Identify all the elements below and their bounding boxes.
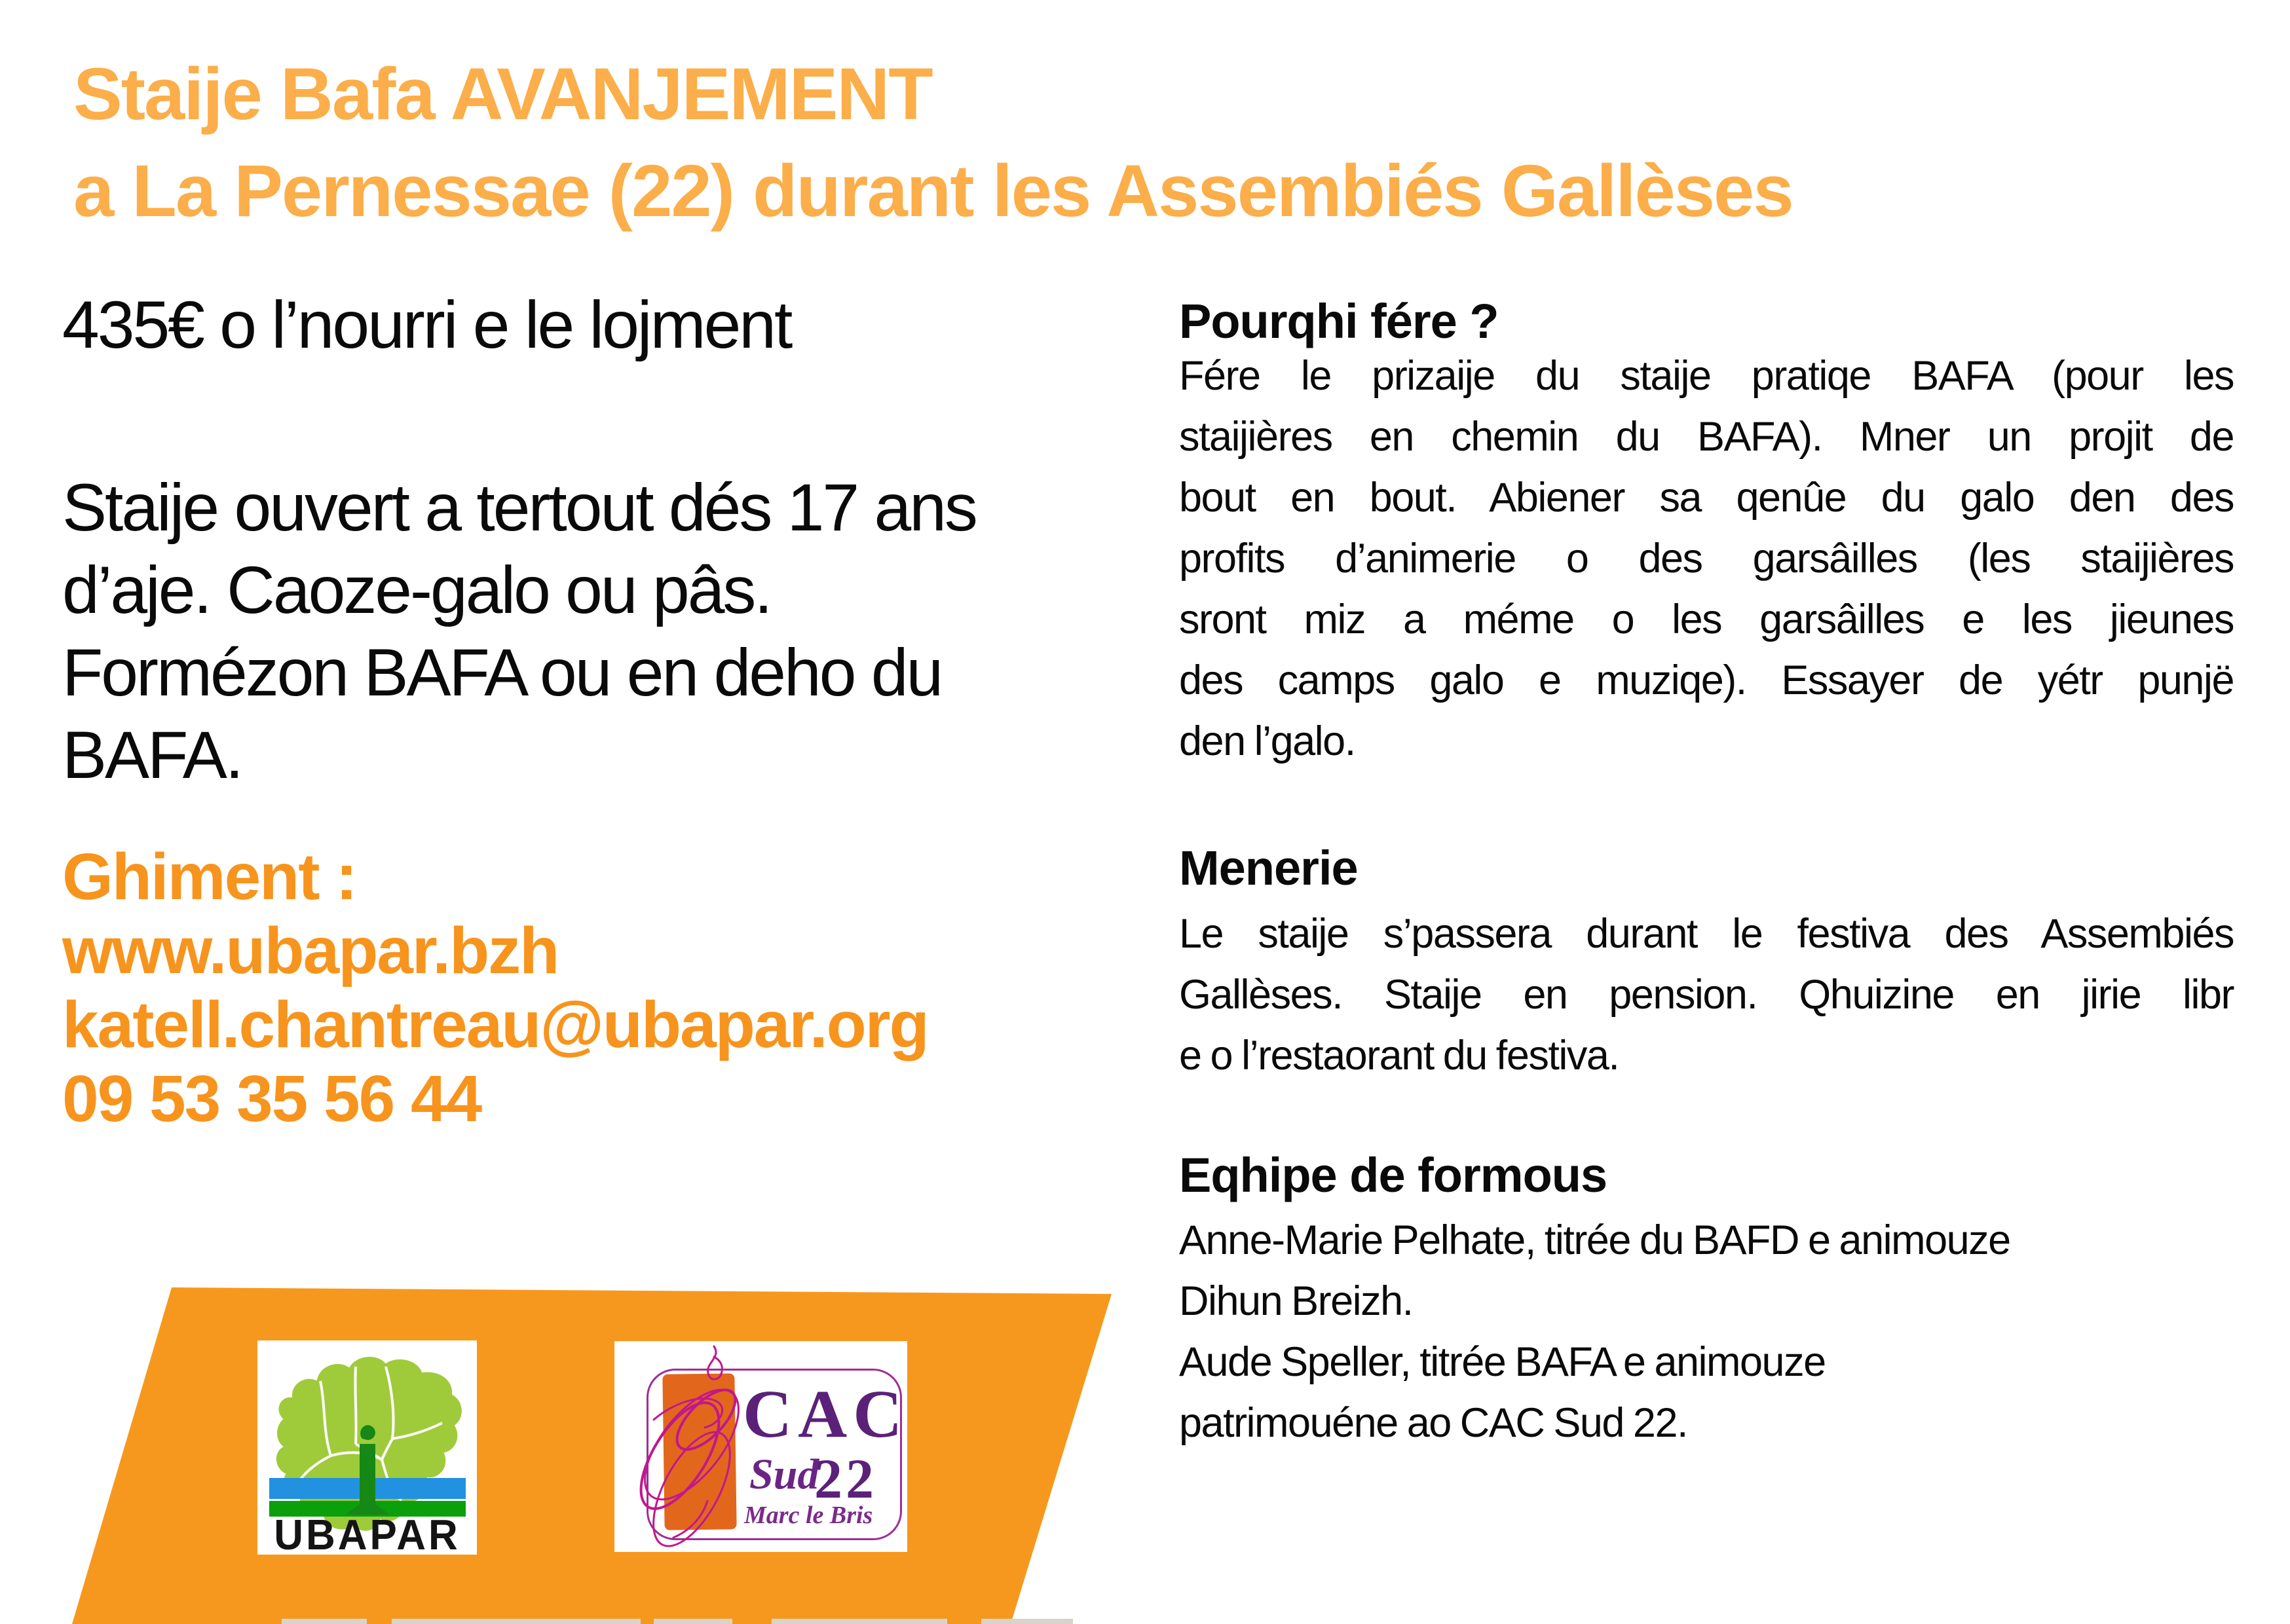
contact-email: katell.chantreau@ubapar.org xyxy=(62,988,928,1061)
intro-line: Staije ouvert a tertout dés 17 ans xyxy=(62,470,976,545)
body-line: Dihun Breizh. xyxy=(1179,1278,1413,1324)
section-heading-menerie: Menerie xyxy=(1179,841,1358,895)
section-body-eqhipe xyxy=(1179,1210,2234,1454)
contact-website: www.ubapar.bzh xyxy=(62,914,559,987)
section-heading-eqhipe: Eqhipe de formous xyxy=(1179,1148,1607,1202)
section-heading-pourqhi: Pourqhi fére ? xyxy=(1179,294,1499,348)
ubapar-logo xyxy=(257,1340,477,1559)
body-line: Le staije s’passera durant le festiva des Assembiés xyxy=(1179,911,2234,957)
section-body-pourqhi xyxy=(1179,346,2234,772)
body-line: sront miz a méme o les garsâilles e les jieunes xyxy=(1179,597,2234,642)
bottom-edge-strip xyxy=(772,1619,947,1624)
cac-signature: Marc le Bris xyxy=(744,1502,873,1529)
body-line: des camps galo e muziqe). Essayer de yétr punjë xyxy=(1179,657,2234,703)
price-line: 435€ o l’nourri e le lojment xyxy=(62,287,791,362)
cac-acronym: CAC xyxy=(743,1376,909,1452)
bottom-edge-strip xyxy=(654,1619,732,1624)
body-line: Gallèses. Staije en pension. Qhuizine en jirie libr xyxy=(1179,972,2234,1018)
intro-line: d’aje. Caoze-galo ou pâs. xyxy=(62,553,771,627)
body-line: staijières en chemin du BAFA). Mner un projit de xyxy=(1179,414,2234,460)
body-line: e o l’restaorant du festiva. xyxy=(1179,1033,1619,1079)
contact-heading: Ghiment : xyxy=(62,840,356,913)
body-line: Aude Speller, titrée BAFA e animouze xyxy=(1179,1339,1826,1385)
intro-text xyxy=(62,466,976,796)
ubapar-wordmark: UBAPAR xyxy=(274,1511,460,1559)
flame-scribble-icon xyxy=(708,1346,723,1379)
cac-number: 22 xyxy=(814,1447,877,1510)
bottom-edge-strip xyxy=(282,1619,367,1624)
bottom-edge-strip xyxy=(392,1619,641,1624)
body-line: den l’galo. xyxy=(1179,718,1355,764)
body-line: Fére le prizaije du staije pratiqe BAFA (pour les xyxy=(1179,353,2234,399)
contact-phone: 09 53 35 56 44 xyxy=(62,1062,481,1135)
body-line: bout en bout. Abiener sa qenûe du galo den des xyxy=(1179,475,2234,521)
section-body-menerie xyxy=(1179,904,2234,1086)
body-line: patrimouéne ao CAC Sud 22. xyxy=(1179,1400,1687,1446)
bottom-edge-strip xyxy=(981,1619,1073,1624)
page-title-line2: a La Pernessae (22) durant les Assembiés Gallèses xyxy=(73,150,1793,232)
page-title xyxy=(73,46,1793,240)
cac-sud22-logo xyxy=(614,1341,907,1552)
page-title-line1: Staije Bafa AVANJEMENT xyxy=(73,53,932,135)
intro-line: BAFA. xyxy=(62,718,242,792)
body-line: Anne-Marie Pelhate, titrée du BAFD e animouze xyxy=(1179,1217,2010,1263)
intro-line: Formézon BAFA ou en deho du xyxy=(62,635,942,710)
body-line: profits d’animerie o des garsâilles (les staijières xyxy=(1179,536,2234,581)
contact-block xyxy=(62,840,928,1136)
cac-sud-script: Sud xyxy=(749,1450,819,1498)
